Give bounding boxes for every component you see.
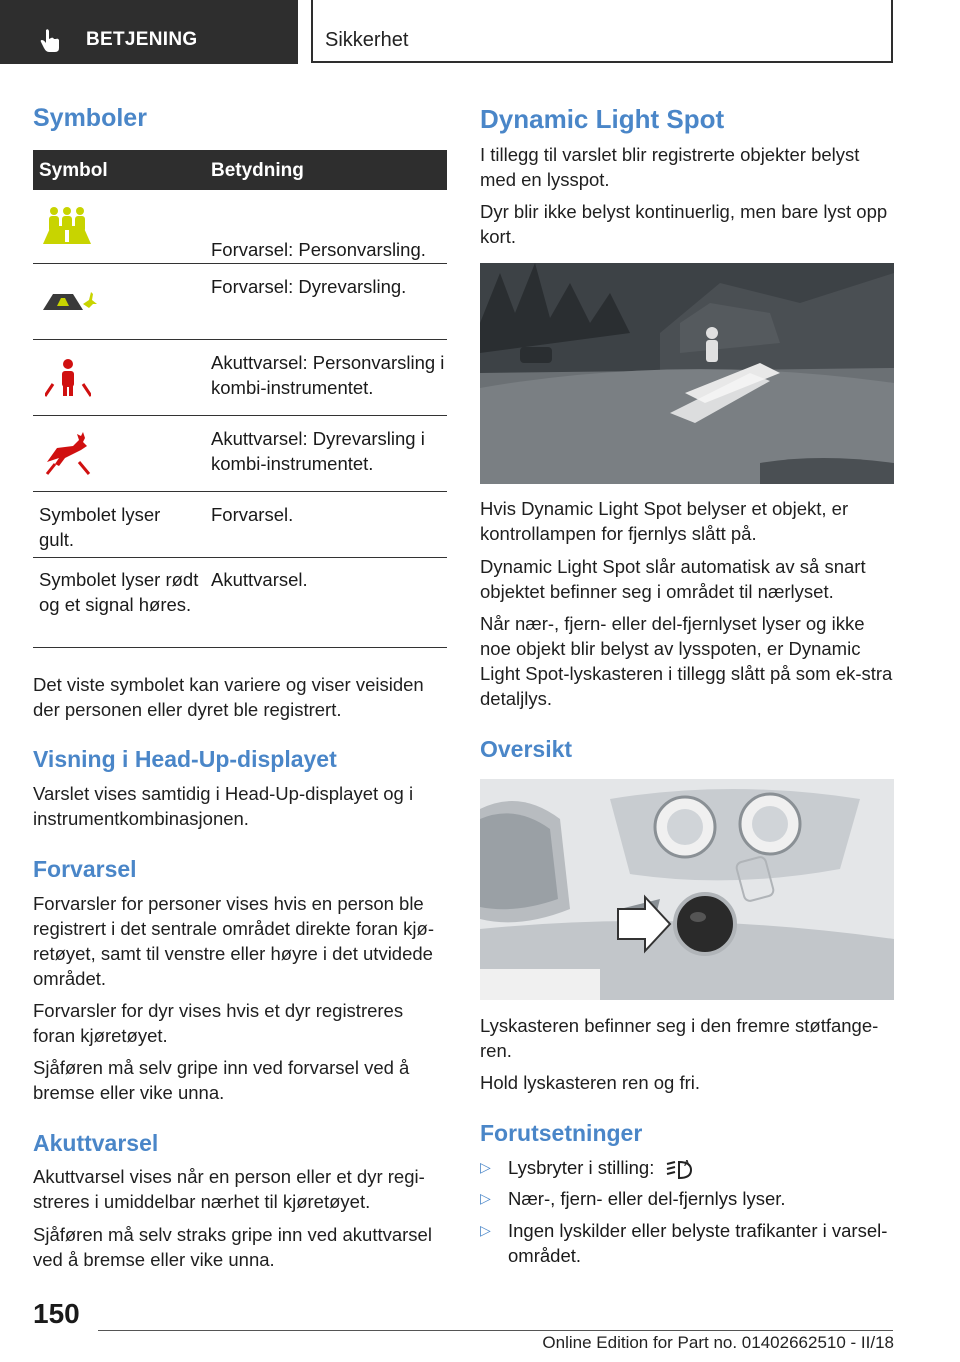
animal-warning-red-icon (43, 432, 93, 476)
dls-heading: Dynamic Light Spot (480, 104, 725, 134)
after-table-text: Det viste symbolet kan variere og viser veisiden der personen eller dyret ble registrert. (33, 674, 424, 720)
meaning-text: Forvarsel: Personvarsling. (211, 239, 426, 260)
oversikt-paragraph: Lyskasteren befinner seg i den fremre støtfange-ren. (480, 1015, 879, 1061)
dls-paragraph: Dyr blir ikke belyst kontinuerlig, men bare lyst opp kort. (480, 201, 888, 247)
triangle-bullet-icon: ▷ (480, 1222, 491, 1238)
dls-paragraph: Hvis Dynamic Light Spot belyser et objekt, er kontrollampen for fjernlys slått på. (480, 498, 849, 544)
forvarsel-paragraph: Sjåføren må selv gripe inn ved forvarsel ved å bremse eller vike unna. (33, 1057, 410, 1103)
forvarsel-paragraph: Forvarsler for dyr vises hvis et dyr registreres foran kjøretøyet. (33, 1000, 404, 1046)
oversikt-heading: Oversikt (480, 736, 573, 762)
list-item-text: Lysbryter i stilling: A (508, 1155, 900, 1180)
auto-headlight-icon (665, 1158, 697, 1180)
symbol-text: Symbolet lyser rødt og et signal høres. (39, 569, 199, 615)
car-front-illustration (480, 779, 894, 1000)
symbols-table (33, 150, 447, 648)
table-row (33, 190, 447, 264)
person-warning-red-icon (45, 358, 91, 398)
dls-paragraph: I tillegg til varslet blir registrerte objekter belyst med en lysspot. (480, 144, 860, 190)
akutt-paragraph: Akuttvarsel vises når en person eller et dyr regi-streres i umiddelbar nærhet til kjøretøyet. (33, 1166, 425, 1212)
hand-pointer-icon (40, 28, 62, 52)
hud-text: Varslet vises samtidig i Head-Up-displayet og i instrumentkombinasjonen. (33, 783, 414, 829)
col-meaning-header: Betydning (211, 160, 304, 181)
meaning-text: Akuttvarsel. (211, 569, 308, 590)
section-tab (0, 0, 298, 64)
symbols-heading: Symboler (33, 104, 147, 132)
triangle-bullet-icon: ▷ (480, 1190, 491, 1206)
chapter-label: Sikkerhet (325, 29, 409, 51)
footer-divider (98, 1330, 893, 1331)
meaning-text: Akuttvarsel: Dyrevarsling i kombi-instrumentet. (211, 428, 425, 474)
table-row (33, 558, 447, 648)
col-symbol-header: Symbol (39, 160, 108, 181)
edition-text: Online Edition for Part no. 01402662510 - II/18 (542, 1333, 894, 1352)
page-number: 150 (33, 1298, 80, 1329)
person-warning-yellow-icon (43, 204, 91, 244)
table-row (33, 340, 447, 416)
meaning-text: Forvarsel: Dyrevarsling. (211, 276, 407, 297)
dls-paragraph: Når nær-, fjern- eller del-fjernlyset lyser og ikke noe objekt blir belyst av lysspoten, er Dynamic Light Spot-lyskasteren i tillegg slått på som ek-stra detaljlys. (480, 613, 893, 709)
forutsetninger-heading: Forutsetninger (480, 1120, 643, 1146)
meaning-text: Akuttvarsel: Personvarsling i kombi-instrumentet. (211, 352, 445, 398)
chapter-tab (311, 0, 893, 63)
list-item-text: Ingen lyskilder eller belyste trafikanter i varsel-området. (508, 1220, 888, 1266)
triangle-bullet-icon: ▷ (480, 1159, 491, 1175)
symbol-text: Symbolet lyser gult. (39, 504, 161, 550)
oversikt-paragraph: Hold lyskasteren ren og fri. (480, 1072, 701, 1093)
table-header (33, 150, 447, 190)
meaning-text: Forvarsel. (211, 504, 294, 525)
svg-text:A: A (684, 1159, 691, 1169)
section-label: BETJENING (86, 29, 198, 50)
table-row (33, 416, 447, 492)
hud-heading: Visning i Head-Up-displayet (33, 746, 337, 772)
akutt-paragraph: Sjåføren må selv straks gripe inn ved akuttvarsel ved å bremse eller vike unna. (33, 1224, 432, 1270)
table-row (33, 264, 447, 340)
table-row (33, 492, 447, 558)
forvarsel-paragraph: Forvarsler for personer vises hvis en person ble registrert i det sentrale området direkte foran kjø-retøyet, samt til venstre eller høyre i det utvidede området. (33, 893, 434, 989)
dls-paragraph: Dynamic Light Spot slår automatisk av så snart objektet befinner seg i området til nærlyset. (480, 556, 866, 602)
forvarsel-heading: Forvarsel (33, 856, 137, 882)
akutt-heading: Akuttvarsel (33, 1130, 159, 1156)
dynamic-light-spot-illustration (480, 263, 894, 484)
list-item-text: Nær-, fjern- eller del-fjernlys lyser. (508, 1188, 786, 1209)
animal-warning-yellow-icon (43, 288, 97, 312)
